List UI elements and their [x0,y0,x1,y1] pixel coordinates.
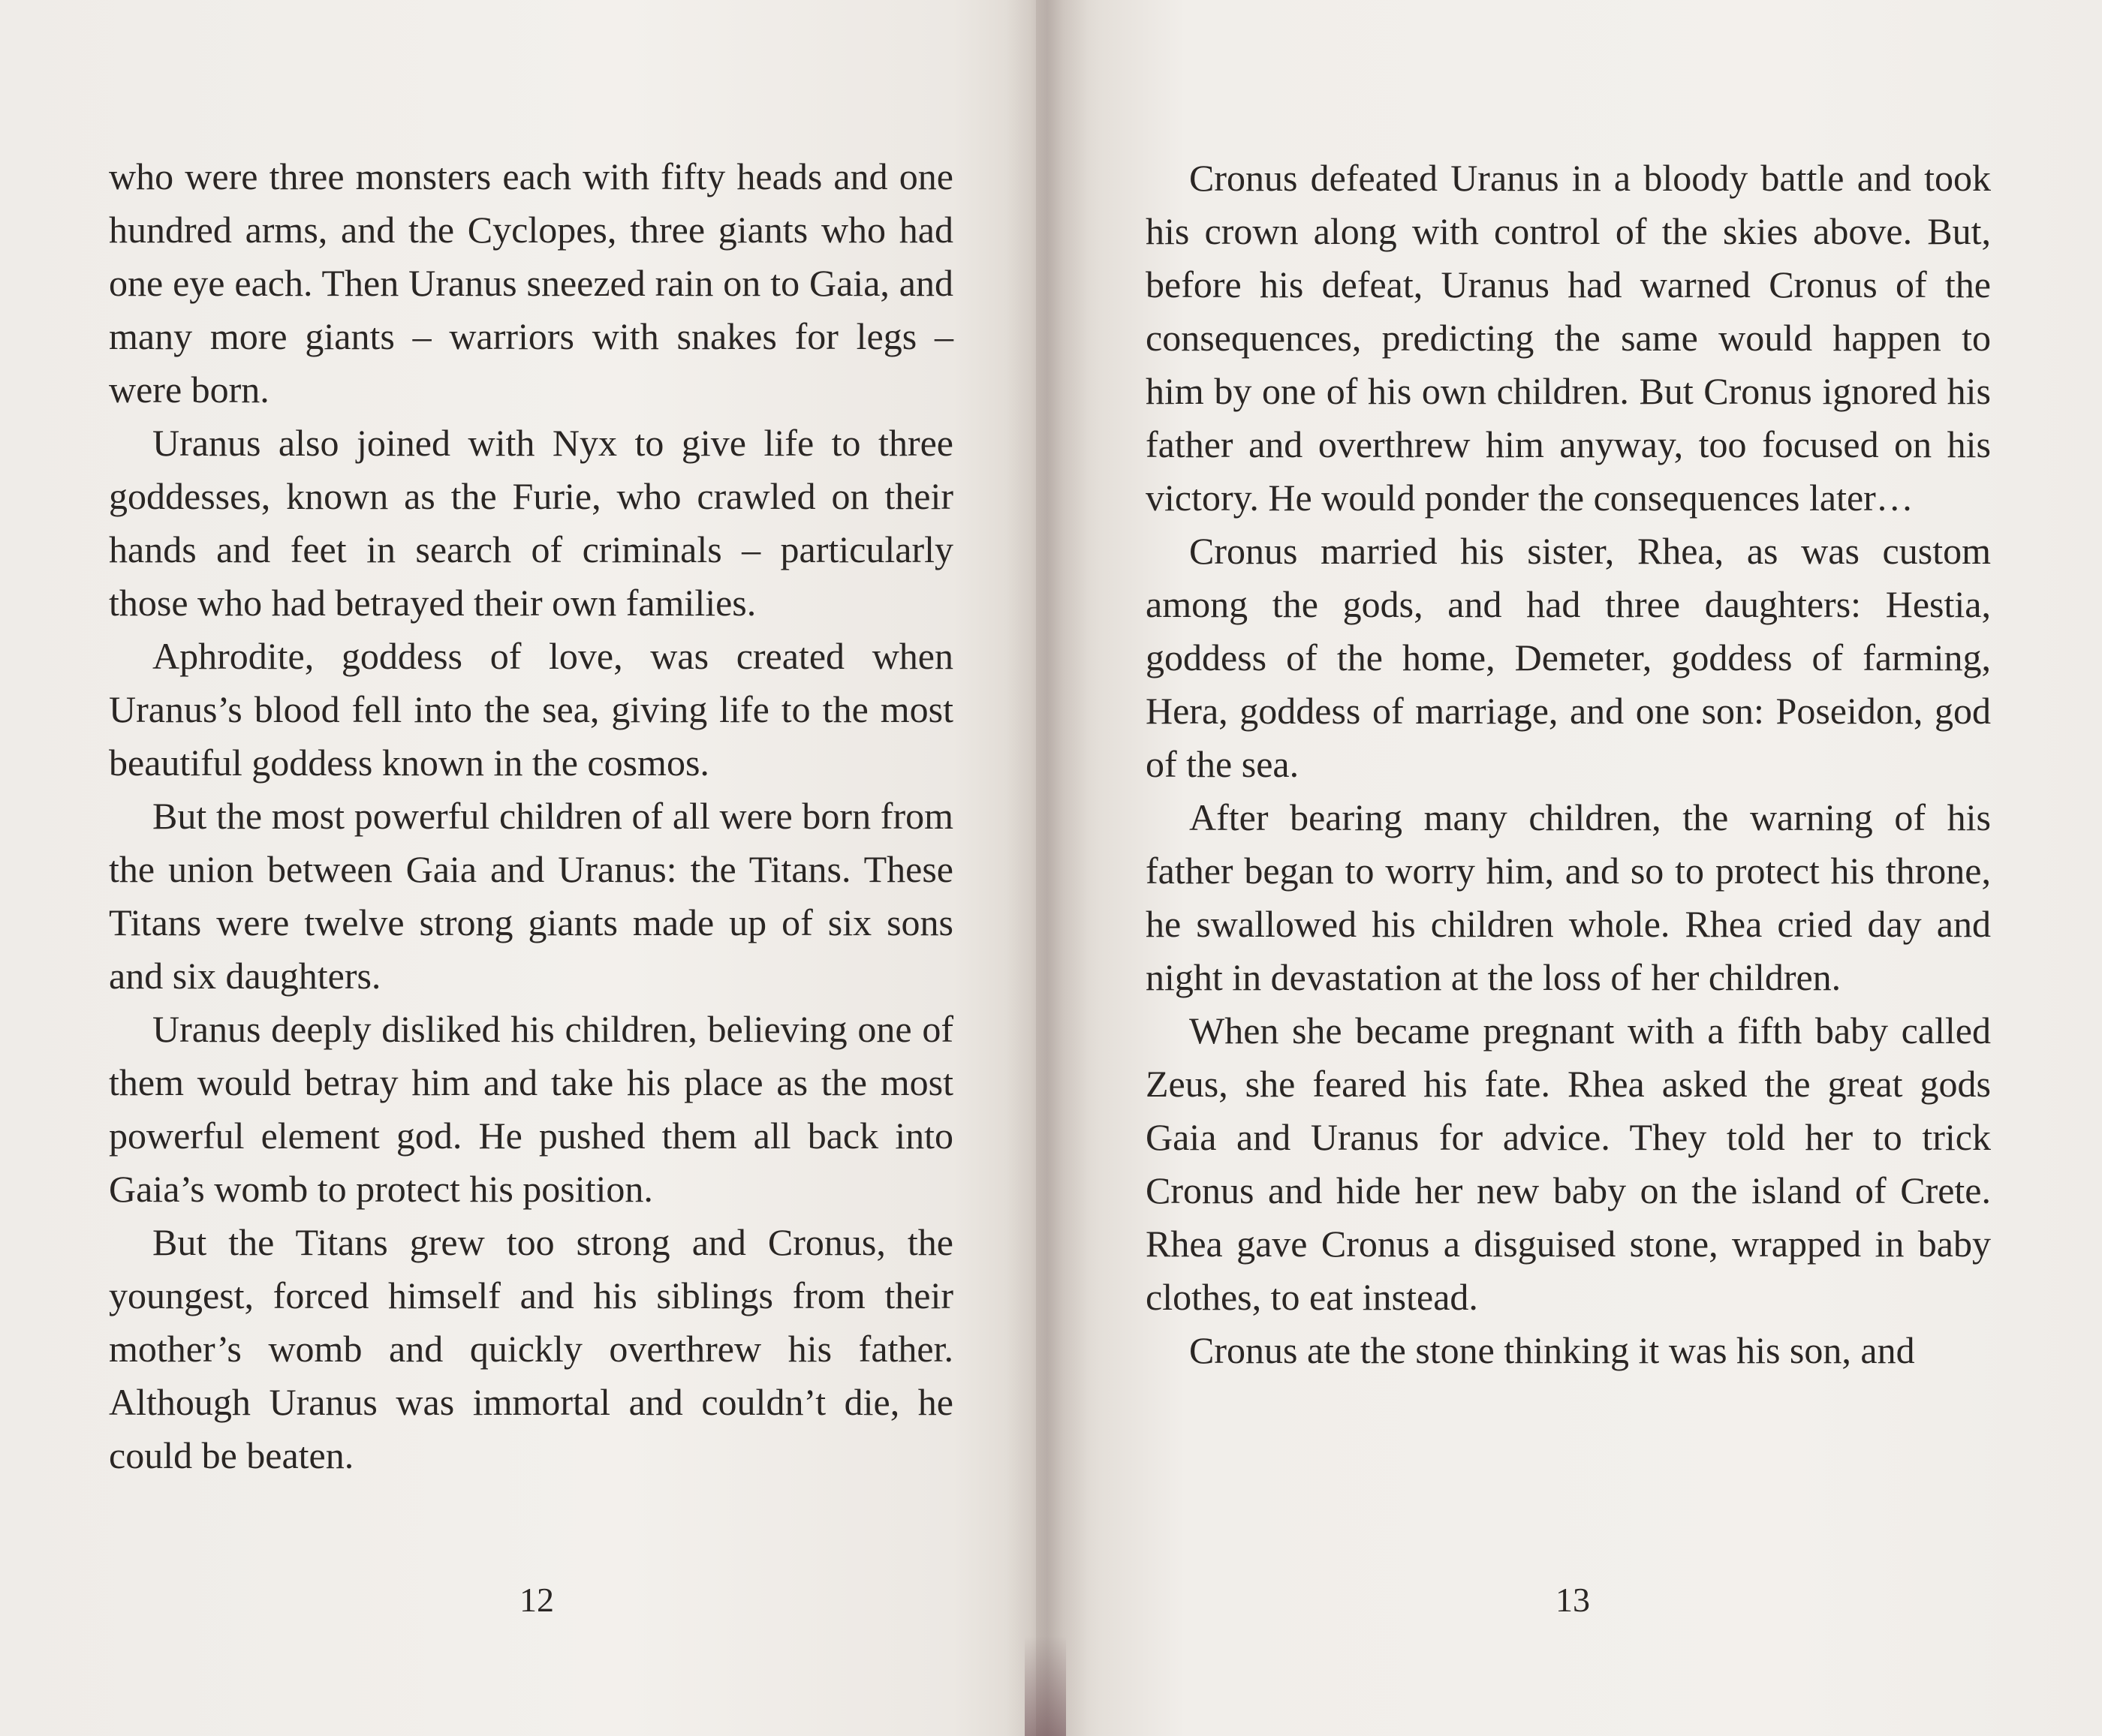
left-page-text [109,150,953,1482]
right-page [1036,0,2102,1736]
left-page-number: 12 [519,1581,554,1619]
right-paragraph-4: When she became pregnant with a fifth baby called Zeus, she feared his fate. Rhea asked the great gods Gaia and Uranus for advice. They told her to trick Cronus and hide her new baby on the island of Crete. Rhea gave Cronus a disguised stone, wrapped in baby clothes, to eat instead. [1146,1009,1991,1318]
left-paragraph-6: But the Titans grew too strong and Cronus, the youngest, forced himself and his siblings from their mother’s womb and quickly overthrew his father. Although Uranus was immortal and couldn’t die, he could be beaten. [109,1221,953,1476]
right-paragraph-1: Cronus defeated Uranus in a bloody battle and took his crown along with control of the skies above. But, before his defeat, Uranus had warned Cronus of the consequences, predicting the same would happen to him by one of his own children. But Cronus ignored his father and overthrew him anyway, too focused on his victory. He would ponder the consequences later… [1146,157,1991,519]
left-paragraph-5: Uranus deeply disliked his children, believing one of them would betray him and take his place as the most powerful element god. He pushed them all back into Gaia’s womb to protect his position. [109,1008,953,1210]
right-page-text [1146,152,1991,1377]
left-paragraph-1: who were three monsters each with fifty heads and one hundred arms, and the Cyclopes, three giants who had one eye each. Then Uranus sneezed rain on to Gaia, and many more giants – warriors with snakes for legs – were born. [109,155,953,411]
right-page-number: 13 [1555,1581,1590,1619]
right-paragraph-3: After bearing many children, the warning of his father began to worry him, and so to protect his throne, he swallowed his children whole. Rhea cried day and night in devastation at the loss of her children. [1146,796,1991,998]
right-paragraph-2: Cronus married his sister, Rhea, as was custom among the gods, and had three daughters: Hestia, goddess of the home, Demeter, goddess of farming, Hera, goddess of marriage, and one son: Poseidon, god of the sea. [1146,530,1991,785]
left-paragraph-4: But the most powerful children of all were born from the union between Gaia and Uranus: the Titans. These Titans were twelve strong giants made up of six sons and six daughters. [109,795,953,997]
left-paragraph-3: Aphrodite, goddess of love, was created when Uranus’s blood fell into the sea, giving life to the most beautiful goddess known in the cosmos. [109,635,953,784]
left-paragraph-2: Uranus also joined with Nyx to give life to three goddesses, known as the Furie, who crawled on their hands and feet in search of criminals – particularly those who had betrayed their own families. [109,422,953,624]
right-paragraph-5: Cronus ate the stone thinking it was his son, and [1189,1329,1915,1371]
left-page [0,0,1036,1736]
